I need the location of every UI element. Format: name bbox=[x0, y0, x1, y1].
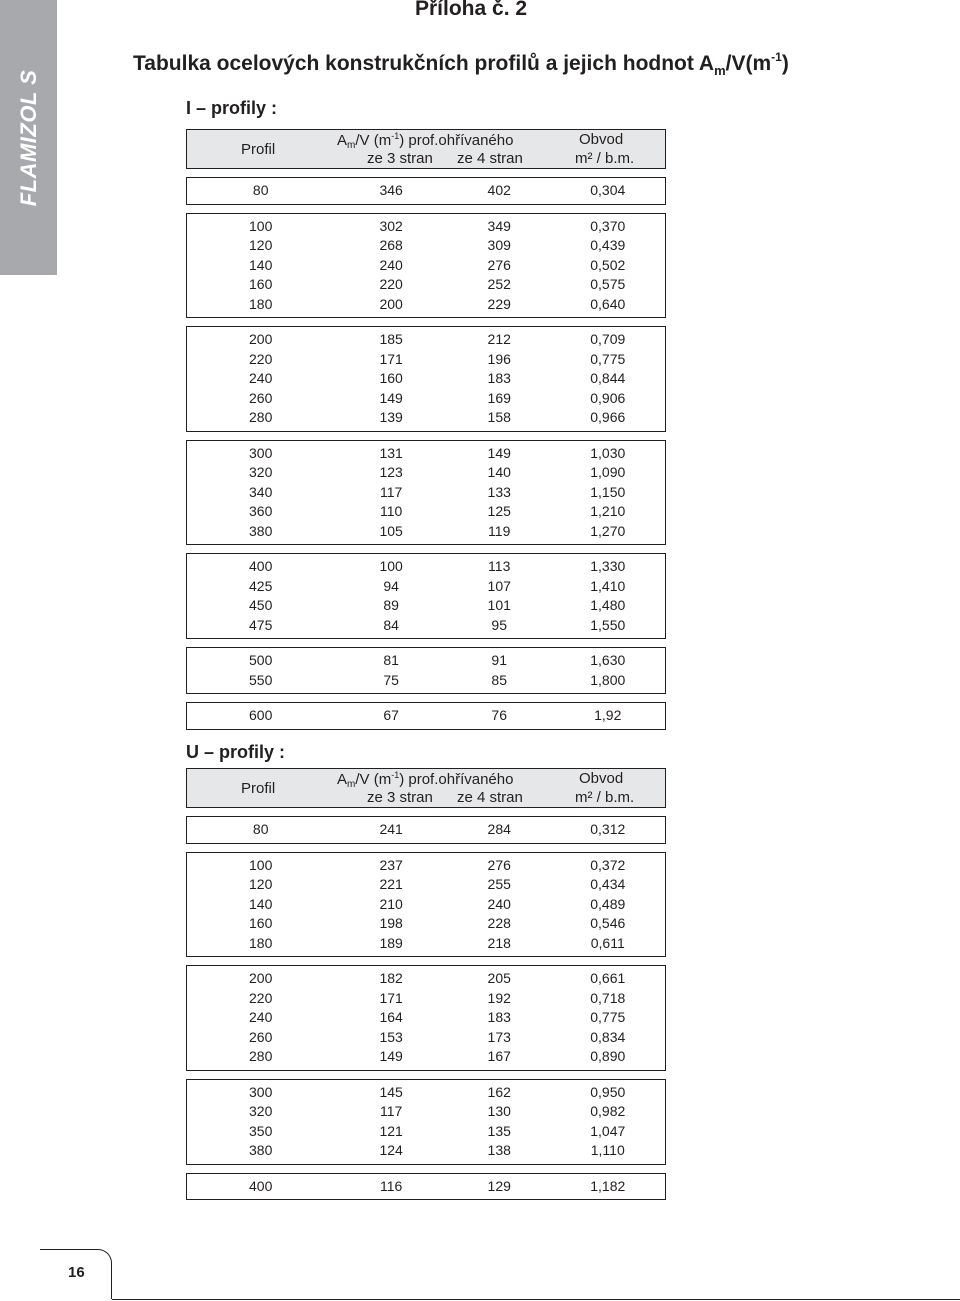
cell-profil: 340 bbox=[249, 483, 273, 500]
row-group bbox=[186, 702, 666, 730]
table-row bbox=[187, 1122, 665, 1142]
cell-4-sides: 135 bbox=[487, 1122, 511, 1139]
cell-obvod: 1,550 bbox=[590, 616, 626, 633]
cell-3-sides: 94 bbox=[383, 577, 399, 594]
cell-obvod: 0,489 bbox=[590, 895, 626, 912]
cell-obvod: 0,775 bbox=[590, 350, 626, 367]
header-3-sides: ze 3 stran bbox=[367, 150, 433, 167]
cell-obvod: 0,718 bbox=[590, 989, 626, 1006]
cell-obvod: 1,150 bbox=[590, 483, 626, 500]
header-obvod: Obvod bbox=[579, 131, 624, 148]
cell-3-sides: 189 bbox=[379, 934, 403, 951]
cell-profil: 120 bbox=[249, 876, 273, 892]
cell-3-sides: 185 bbox=[379, 331, 403, 347]
row-group bbox=[186, 213, 666, 319]
header-profil: Profil bbox=[241, 141, 276, 158]
cell-3-sides: 198 bbox=[379, 915, 403, 931]
table-row bbox=[187, 616, 665, 636]
cell-3-sides: 237 bbox=[379, 856, 403, 873]
cell-obvod: 1,92 bbox=[594, 707, 622, 723]
header-4-sides: ze 4 stran bbox=[457, 150, 523, 167]
cell-obvod: 0,966 bbox=[590, 409, 626, 425]
cell-profil: 300 bbox=[249, 444, 273, 461]
cell-4-sides: 138 bbox=[487, 1142, 511, 1158]
cell-obvod: 0,434 bbox=[590, 876, 626, 892]
cell-profil: 140 bbox=[249, 895, 273, 912]
cell-profil: 200 bbox=[249, 331, 273, 347]
cell-4-sides: 91 bbox=[491, 652, 507, 668]
cell-obvod: 1,210 bbox=[590, 503, 626, 519]
table-row bbox=[187, 969, 665, 989]
cell-4-sides: 252 bbox=[487, 276, 511, 292]
cell-3-sides: 110 bbox=[379, 503, 403, 519]
table-row bbox=[187, 671, 665, 691]
row-group bbox=[186, 647, 666, 694]
cell-profil: 380 bbox=[249, 1142, 273, 1158]
cell-profil: 360 bbox=[249, 503, 273, 519]
cell-obvod: 0,982 bbox=[590, 1103, 626, 1119]
table-row bbox=[187, 914, 665, 934]
cell-4-sides: 196 bbox=[487, 350, 511, 367]
cell-3-sides: 210 bbox=[379, 895, 403, 912]
header-am-v: $A_m/V$ $(m^{-1})$ prof.ohřívaného bbox=[337, 131, 514, 151]
cell-4-sides: 240 bbox=[487, 895, 511, 912]
cell-3-sides: 268 bbox=[379, 237, 403, 253]
cell-4-sides: 284 bbox=[487, 821, 511, 837]
table-row bbox=[187, 1008, 665, 1028]
cell-4-sides: 173 bbox=[487, 1028, 511, 1045]
table-row bbox=[187, 389, 665, 409]
cell-obvod: 0,611 bbox=[590, 934, 625, 951]
row-group bbox=[186, 852, 666, 958]
cell-3-sides: 164 bbox=[379, 1009, 403, 1025]
table-row bbox=[187, 706, 665, 726]
cell-3-sides: 153 bbox=[379, 1028, 403, 1045]
cell-3-sides: 121 bbox=[379, 1122, 403, 1139]
cell-4-sides: 276 bbox=[487, 256, 511, 273]
header-am-v: $A_m/V$ $(m^{-1})$ prof.ohřívaného bbox=[337, 770, 514, 790]
cell-obvod: 0,312 bbox=[590, 821, 626, 837]
page-title: Tabulka ocelových konstrukčních profilů a jejich hodnot $A_m/V(m^{-1})$ bbox=[133, 50, 789, 78]
cell-4-sides: 119 bbox=[488, 522, 511, 539]
cell-4-sides: 149 bbox=[487, 444, 511, 461]
row-group bbox=[186, 440, 666, 546]
cell-obvod: 0,834 bbox=[590, 1028, 626, 1045]
cell-obvod: 1,330 bbox=[590, 558, 626, 574]
cell-profil: 320 bbox=[249, 464, 273, 480]
cell-4-sides: 255 bbox=[487, 876, 511, 892]
table-row bbox=[187, 557, 665, 577]
u-profiles-label: U – profily : bbox=[186, 742, 286, 762]
cell-3-sides: 220 bbox=[379, 276, 403, 292]
cell-obvod: 1,630 bbox=[590, 652, 626, 668]
cell-profil: 180 bbox=[249, 295, 273, 312]
cell-obvod: 1,182 bbox=[590, 1177, 626, 1194]
cell-profil: 100 bbox=[249, 217, 273, 234]
cell-profil: 160 bbox=[249, 915, 273, 931]
cell-profil: 160 bbox=[249, 276, 273, 292]
side-brand-tab bbox=[0, 0, 57, 275]
cell-3-sides: 346 bbox=[379, 182, 403, 198]
cell-profil: 260 bbox=[249, 1028, 273, 1045]
cell-4-sides: 192 bbox=[487, 989, 511, 1006]
table-header bbox=[186, 129, 666, 169]
row-group bbox=[186, 1173, 666, 1201]
cell-profil: 180 bbox=[249, 934, 273, 951]
row-group bbox=[186, 177, 666, 205]
row-group bbox=[186, 1079, 666, 1165]
cell-4-sides: 183 bbox=[487, 1009, 511, 1025]
row-group bbox=[186, 965, 666, 1071]
cell-3-sides: 145 bbox=[379, 1083, 403, 1100]
cell-profil: 220 bbox=[249, 350, 273, 367]
table-row bbox=[187, 1177, 665, 1197]
cell-profil: 260 bbox=[249, 389, 273, 406]
table-row bbox=[187, 596, 665, 616]
cell-3-sides: 241 bbox=[379, 821, 403, 837]
row-group bbox=[186, 326, 666, 432]
table-row bbox=[187, 934, 665, 954]
cell-3-sides: 75 bbox=[383, 671, 399, 688]
cell-4-sides: 85 bbox=[491, 671, 507, 688]
cell-3-sides: 89 bbox=[383, 597, 399, 613]
cell-obvod: 1,110 bbox=[590, 1142, 625, 1158]
cell-4-sides: 133 bbox=[487, 483, 511, 500]
cell-obvod: 0,372 bbox=[590, 856, 626, 873]
table-row bbox=[187, 444, 665, 464]
cell-obvod: 0,890 bbox=[590, 1048, 626, 1064]
cell-3-sides: 84 bbox=[383, 616, 399, 633]
cell-3-sides: 149 bbox=[379, 389, 403, 406]
cell-4-sides: 76 bbox=[491, 707, 507, 723]
table-row bbox=[187, 577, 665, 597]
row-group bbox=[186, 553, 666, 639]
cell-4-sides: 95 bbox=[491, 616, 507, 633]
cell-obvod: 1,480 bbox=[590, 597, 626, 613]
table-row bbox=[187, 1102, 665, 1122]
cell-3-sides: 131 bbox=[379, 444, 403, 461]
table-row bbox=[187, 256, 665, 276]
cell-profil: 450 bbox=[249, 597, 273, 613]
cell-3-sides: 240 bbox=[379, 256, 403, 273]
table-row bbox=[187, 1083, 665, 1103]
table-row bbox=[187, 856, 665, 876]
cell-obvod: 0,640 bbox=[590, 295, 626, 312]
page-number: 16 bbox=[68, 1264, 85, 1281]
cell-3-sides: 302 bbox=[379, 217, 403, 234]
table-row bbox=[187, 330, 665, 350]
cell-profil: 80 bbox=[252, 182, 269, 198]
i-profiles-table bbox=[186, 129, 666, 730]
cell-3-sides: 105 bbox=[379, 522, 403, 539]
cell-4-sides: 129 bbox=[487, 1177, 511, 1194]
cell-profil: 550 bbox=[249, 671, 273, 688]
cell-profil: 80 bbox=[252, 821, 269, 837]
cell-4-sides: 205 bbox=[487, 970, 511, 986]
cell-profil: 600 bbox=[249, 707, 273, 723]
row-group bbox=[186, 816, 666, 844]
cell-obvod: 1,090 bbox=[590, 464, 626, 480]
i-profiles-label: I – profily : bbox=[186, 98, 278, 118]
cell-obvod: 0,661 bbox=[590, 970, 626, 986]
cell-3-sides: 221 bbox=[379, 876, 403, 892]
header-4-sides: ze 4 stran bbox=[457, 789, 523, 806]
cell-4-sides: 349 bbox=[487, 217, 511, 234]
table-row bbox=[187, 1028, 665, 1048]
cell-profil: 240 bbox=[249, 1009, 273, 1025]
cell-obvod: 1,410 bbox=[590, 577, 626, 594]
cell-3-sides: 171 bbox=[379, 350, 403, 367]
cell-4-sides: 107 bbox=[487, 577, 511, 594]
cell-profil: 400 bbox=[249, 1177, 273, 1194]
cell-3-sides: 139 bbox=[379, 409, 403, 425]
header-3-sides: ze 3 stran bbox=[367, 789, 433, 806]
cell-4-sides: 402 bbox=[487, 182, 511, 198]
cell-profil: 500 bbox=[249, 652, 273, 668]
cell-profil: 320 bbox=[249, 1103, 273, 1119]
table-row bbox=[187, 875, 665, 895]
attachment-label: Příloha č. 2 bbox=[415, 0, 528, 20]
cell-3-sides: 200 bbox=[379, 295, 403, 312]
cell-profil: 280 bbox=[249, 409, 273, 425]
cell-3-sides: 124 bbox=[379, 1142, 403, 1158]
cell-4-sides: 276 bbox=[487, 856, 511, 873]
cell-obvod: 0,304 bbox=[590, 182, 626, 198]
cell-obvod: 0,950 bbox=[590, 1083, 626, 1100]
cell-profil: 240 bbox=[249, 370, 273, 386]
cell-4-sides: 169 bbox=[487, 389, 511, 406]
cell-3-sides: 160 bbox=[379, 370, 403, 386]
cell-4-sides: 113 bbox=[488, 558, 511, 574]
cell-obvod: 0,775 bbox=[590, 1009, 626, 1025]
table-row bbox=[187, 463, 665, 483]
table-row bbox=[187, 895, 665, 915]
cell-4-sides: 212 bbox=[487, 331, 511, 347]
cell-4-sides: 167 bbox=[487, 1048, 511, 1064]
cell-obvod: 0,906 bbox=[590, 389, 626, 406]
table-row bbox=[187, 217, 665, 237]
table-row bbox=[187, 1141, 665, 1161]
cell-profil: 475 bbox=[249, 616, 273, 633]
cell-obvod: 0,575 bbox=[590, 276, 626, 292]
cell-3-sides: 149 bbox=[379, 1048, 403, 1064]
cell-profil: 200 bbox=[249, 970, 273, 986]
u-profiles-table bbox=[186, 768, 666, 1200]
table-row bbox=[187, 989, 665, 1009]
table-row bbox=[187, 369, 665, 389]
cell-obvod: 0,439 bbox=[590, 237, 626, 253]
cell-4-sides: 218 bbox=[487, 934, 511, 951]
cell-3-sides: 182 bbox=[379, 970, 403, 986]
table-row bbox=[187, 820, 665, 840]
cell-4-sides: 309 bbox=[487, 237, 511, 253]
table-row bbox=[187, 522, 665, 542]
cell-3-sides: 67 bbox=[383, 707, 399, 723]
cell-4-sides: 130 bbox=[487, 1103, 511, 1119]
cell-obvod: 1,047 bbox=[590, 1122, 626, 1139]
table-row bbox=[187, 483, 665, 503]
cell-profil: 220 bbox=[249, 989, 273, 1006]
cell-3-sides: 123 bbox=[379, 464, 403, 480]
cell-3-sides: 81 bbox=[383, 652, 399, 668]
cell-3-sides: 171 bbox=[379, 989, 403, 1006]
cell-4-sides: 162 bbox=[487, 1083, 511, 1100]
cell-4-sides: 101 bbox=[487, 597, 511, 613]
cell-profil: 140 bbox=[249, 256, 273, 273]
cell-obvod: 1,800 bbox=[590, 671, 626, 688]
cell-obvod: 0,546 bbox=[590, 915, 626, 931]
footer-rule bbox=[112, 1299, 960, 1300]
cell-4-sides: 228 bbox=[487, 915, 511, 931]
cell-3-sides: 100 bbox=[379, 558, 403, 574]
cell-obvod: 0,709 bbox=[590, 331, 626, 347]
cell-obvod: 1,030 bbox=[590, 444, 626, 461]
cell-profil: 280 bbox=[249, 1048, 273, 1064]
cell-profil: 425 bbox=[249, 577, 273, 594]
cell-4-sides: 183 bbox=[487, 370, 511, 386]
table-row bbox=[187, 181, 665, 201]
table-header bbox=[186, 768, 666, 808]
table-row bbox=[187, 651, 665, 671]
cell-obvod: 0,370 bbox=[590, 217, 626, 234]
cell-obvod: 0,844 bbox=[590, 370, 626, 386]
cell-profil: 100 bbox=[249, 856, 273, 873]
brand-label: FLAMIZOL S bbox=[15, 69, 41, 206]
cell-profil: 300 bbox=[249, 1083, 273, 1100]
table-row bbox=[187, 502, 665, 522]
cell-profil: 350 bbox=[249, 1122, 273, 1139]
cell-3-sides: 117 bbox=[379, 483, 403, 500]
table-row bbox=[187, 236, 665, 256]
header-obvod: Obvod bbox=[579, 770, 624, 787]
header-unit: m² / b.m. bbox=[575, 789, 635, 806]
header-unit: m² / b.m. bbox=[575, 150, 635, 167]
cell-profil: 400 bbox=[249, 558, 273, 574]
cell-4-sides: 158 bbox=[487, 409, 511, 425]
cell-3-sides: 116 bbox=[379, 1177, 403, 1194]
cell-3-sides: 117 bbox=[379, 1103, 403, 1119]
table-row bbox=[187, 1047, 665, 1067]
cell-profil: 380 bbox=[249, 522, 273, 539]
cell-4-sides: 140 bbox=[487, 464, 511, 480]
table-row bbox=[187, 408, 665, 428]
cell-4-sides: 125 bbox=[487, 503, 511, 519]
table-row bbox=[187, 350, 665, 370]
cell-obvod: 1,270 bbox=[590, 522, 626, 539]
table-row bbox=[187, 295, 665, 315]
table-row bbox=[187, 275, 665, 295]
cell-profil: 120 bbox=[249, 237, 273, 253]
cell-4-sides: 229 bbox=[487, 295, 511, 312]
page-number-box bbox=[40, 1249, 112, 1299]
cell-obvod: 0,502 bbox=[590, 256, 626, 273]
header-profil: Profil bbox=[241, 780, 276, 797]
